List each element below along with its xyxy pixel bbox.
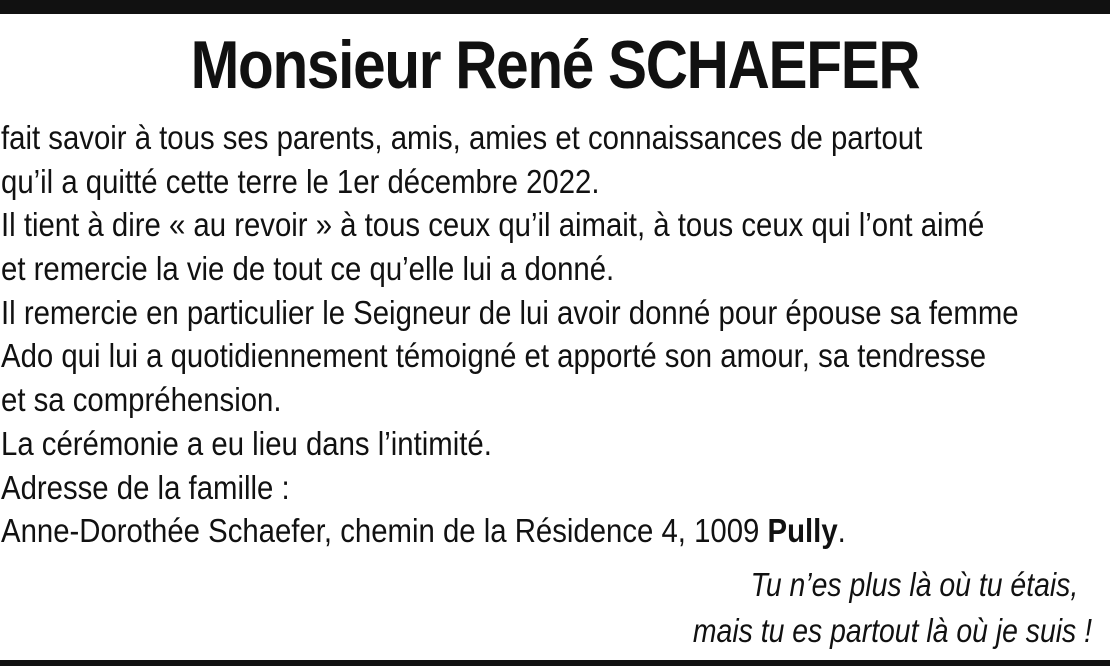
body-line-5: Il remercie en particulier le Seigneur de lui avoir donné pour épouse sa femme [1, 293, 1019, 331]
body-line-9: Adresse de la famille : [1, 468, 290, 506]
body-line-1: fait savoir à tous ses parents, amis, amies et connaissances de partout [1, 119, 923, 156]
body-line-6: Ado qui lui a quotidiennement témoigné et apporté son amour, sa tendresse [1, 337, 987, 375]
body-line-4: et remercie la vie de tout ce qu’elle lui a donné. [1, 250, 615, 288]
bottom-border-rule [0, 660, 1110, 666]
address-text: Anne-Dorothée Schaefer, chemin de la Résidence 4, 1009 [1, 512, 768, 550]
quote-line-1: Tu n’es plus là où tu étais, [750, 566, 1079, 603]
body-line-7: et sa compréhension. [1, 381, 282, 419]
body-line-2: qu’il a quitté cette terre le 1er décembre 2022. [1, 162, 600, 200]
notice-title: Monsieur René SCHAEFER [190, 27, 920, 103]
family-address [1, 509, 1103, 553]
top-border-rule [0, 0, 1110, 14]
quote-line-2: mais tu es partout là où je suis ! [692, 612, 1092, 649]
address-end-punctuation: . [837, 512, 846, 550]
body-line-3: Il tient à dire « au revoir » à tous ceux qu’il aimait, à tous ceux qui l’ont aimé [1, 206, 985, 244]
notice-body [1, 116, 1103, 553]
body-line-8: La cérémonie a eu lieu dans l’intimité. [1, 424, 492, 462]
address-city: Pully [767, 512, 838, 550]
closing-quote [60, 562, 1092, 654]
